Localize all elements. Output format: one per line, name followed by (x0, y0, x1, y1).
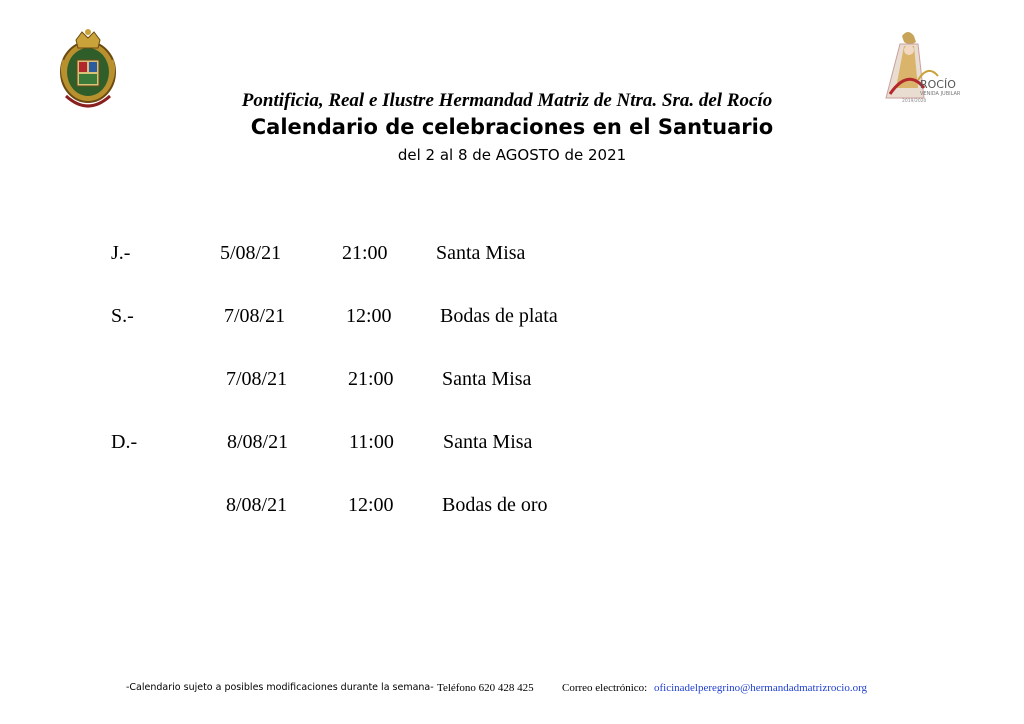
schedule-row (0, 368, 1024, 394)
logo-year-text: 2019/2020 (902, 99, 927, 104)
footer-phone: Teléfono 620 428 425 (437, 682, 534, 694)
footer-email-link[interactable]: oficinadelperegrino@hermandadmatrizrocio.org (654, 682, 868, 694)
logo-jubilee-text: VENIDA JUBILAR (920, 91, 960, 97)
schedule-time: 21:00 (348, 368, 394, 390)
schedule-day: S.- (111, 305, 134, 327)
schedule-event: Santa Misa (436, 242, 526, 264)
schedule-row (0, 242, 1024, 268)
schedule-date: 8/08/21 (227, 431, 289, 453)
schedule-row (0, 494, 1024, 520)
schedule-day: J.- (111, 242, 131, 264)
schedule-time: 21:00 (342, 242, 388, 264)
schedule-row (0, 431, 1024, 457)
schedule-time: 11:00 (349, 431, 394, 453)
schedule-date: 8/08/21 (226, 494, 288, 516)
schedule-row (0, 305, 1024, 331)
schedule-event: Bodas de plata (440, 305, 558, 327)
logo-rocio-text: ROCÍO (920, 78, 956, 91)
schedule-date: 5/08/21 (220, 242, 282, 264)
date-range: del 2 al 8 de AGOSTO de 2021 (397, 146, 627, 164)
brotherhood-name: Pontificia, Real e Ilustre Hermandad Matriz de Ntra. Sra. del Rocío (241, 90, 773, 111)
schedule-date: 7/08/21 (226, 368, 288, 390)
schedule-date: 7/08/21 (224, 305, 286, 327)
footer-email-label: Correo electrónico: (562, 682, 648, 694)
schedule-day: D.- (111, 431, 138, 453)
page-title: Calendario de celebraciones en el Santuario (250, 115, 774, 139)
footer (0, 682, 1024, 698)
schedule-time: 12:00 (348, 494, 394, 516)
schedule-event: Santa Misa (443, 431, 533, 453)
footer-note: -Calendario sujeto a posibles modificaciones durante la semana- (126, 682, 434, 693)
schedule-time: 12:00 (346, 305, 392, 327)
schedule-event: Santa Misa (442, 368, 532, 390)
schedule-event: Bodas de oro (442, 494, 548, 516)
